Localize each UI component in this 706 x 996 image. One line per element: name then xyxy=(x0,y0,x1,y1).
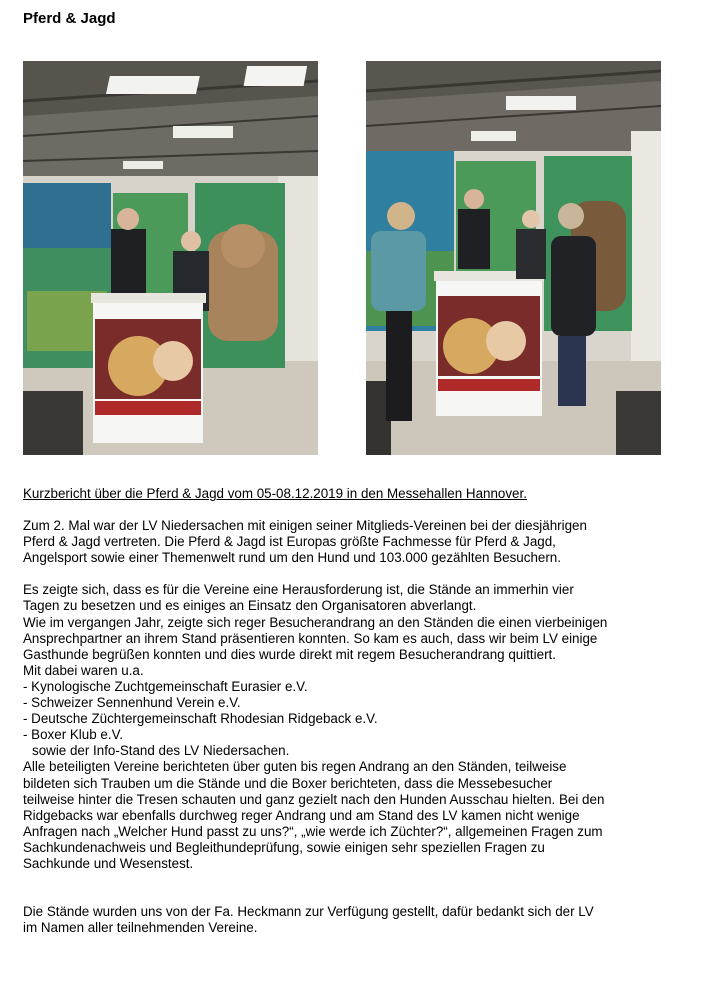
paragraph-line: Anfragen nach „Welcher Hund passt zu uns?“, „wie werde ich Züchter?“, allgemeinen Fragen zum xyxy=(23,823,603,839)
club-list-item: - Deutsche Züchtergemeinschaft Rhodesian Ridgeback e.V. xyxy=(23,711,378,727)
paragraph-line: Die Stände wurden uns von der Fa. Heckmann zur Verfügung gestellt, dafür bedankt sich der LV xyxy=(23,904,594,920)
paragraph-line: Zum 2. Mal war der LV Niedersachen mit einigen seiner Mitglieds-Vereinen bei der diesjährigen xyxy=(23,518,587,534)
booth-photo-right-illustration xyxy=(366,61,661,455)
paragraph-line: Ansprechpartner an ihrem Stand präsentieren konnten. So kam es auch, dass wir beim LV einige xyxy=(23,630,598,646)
paragraph-line: Tagen zu besetzen und es einiges an Einsatz den Organisatoren abverlangt. xyxy=(23,598,477,614)
club-list-item: - Schweizer Sennenhund Verein e.V. xyxy=(23,695,241,711)
paragraph-line: im Namen aller teilnehmenden Vereine. xyxy=(23,920,258,936)
booth-photo-right xyxy=(366,61,661,455)
paragraph-line: Mit dabei waren u.a. xyxy=(23,662,144,678)
paragraph-line: Sachkunde und Wesenstest. xyxy=(23,855,194,871)
club-list-item: - Kynologische Zuchtgemeinschaft Eurasier e.V. xyxy=(23,678,308,694)
paragraph-line: teilweise hinter die Tresen schauten und ganz gezielt nach den Hunden Ausschau hielten. Bei den xyxy=(23,791,605,807)
booth-photo-left xyxy=(23,61,318,455)
paragraph-line: Sachkundenachweis und Begleithundeprüfung, sowie einigen sehr speziellen Fragen zu xyxy=(23,839,545,855)
paragraph-line: Wie im vergangen Jahr, zeigte sich reger Besucherandrang an den Ständen die einen vierbeinigen xyxy=(23,614,608,630)
article-body xyxy=(23,486,695,936)
club-list-item: - Boxer Klub e.V. xyxy=(23,727,123,743)
paragraph-line: Es zeigte sich, dass es für die Vereine eine Herausforderung ist, die Stände an immerhin vier xyxy=(23,582,574,598)
page-title: Pferd & Jagd xyxy=(23,10,116,27)
paragraph-line: Angelsport sowie einer Themenwelt rund um den Hund und 103.000 gezählten Besuchern. xyxy=(23,550,561,566)
article-heading: Kurzbericht über die Pferd & Jagd vom 05-08.12.2019 in den Messehallen Hannover. xyxy=(23,486,527,501)
paragraph-line: Ridgebacks war ebenfalls durchweg reger Andrang und am Stand des LV kamen nicht wenige xyxy=(23,807,580,823)
paragraph-line: Gasthunde begrüßen konnten und dies wurde direkt mit regem Besucherandrang quittiert. xyxy=(23,646,556,662)
paragraph-line: Pferd & Jagd vertreten. Die Pferd & Jagd ist Europas größte Fachmesse für Pferd & Jagd, xyxy=(23,534,556,550)
booth-photo-left-illustration xyxy=(23,61,318,455)
paragraph-line: Alle beteiligten Vereine berichteten über guten bis regen Andrang an den Ständen, teilweise xyxy=(23,759,567,775)
paragraph-line: bildeten sich Trauben um die Stände und die Boxer berichteten, dass die Messebesucher xyxy=(23,775,553,791)
club-list-tail: sowie der Info-Stand des LV Niedersachen. xyxy=(32,743,290,759)
